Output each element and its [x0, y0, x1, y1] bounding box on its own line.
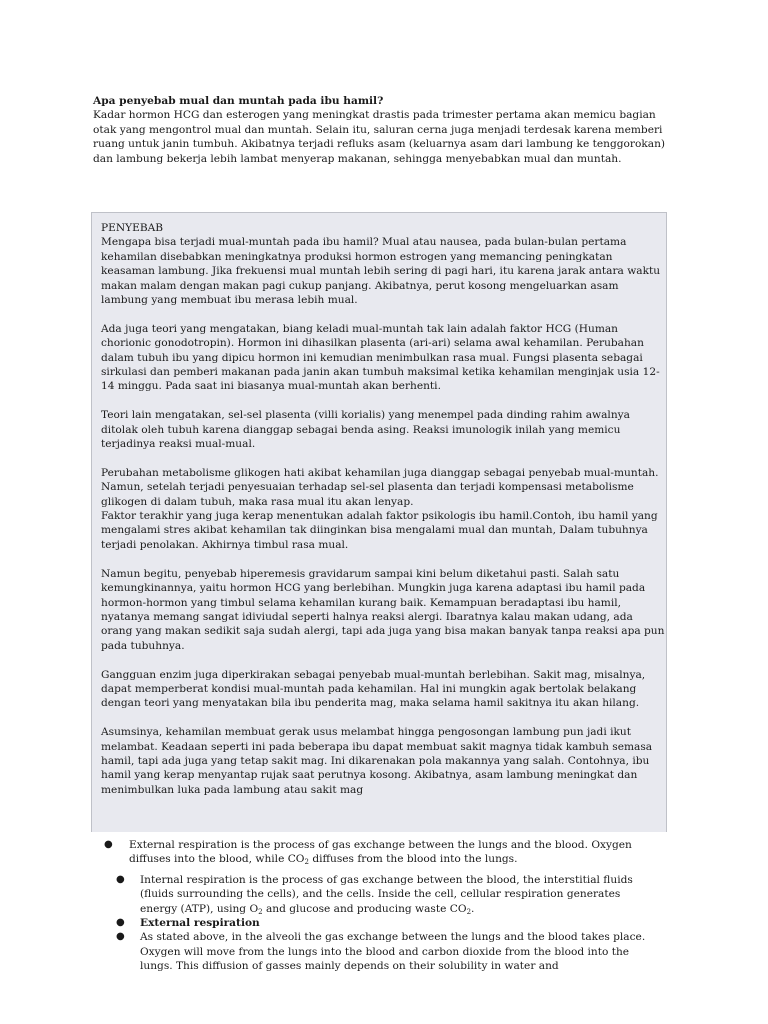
list-item-text: and glucose and producing waste CO: [262, 902, 467, 915]
subscript: 2: [466, 907, 472, 916]
box-paragraph-6: Namun begitu, penyebab hiperemesis gravidarum sampai kini belum diketahui pasti. Salah satu kemungkinannya, yaitu hormon HCG yang berlebihan. Mungkin juga karena adaptasi ibu hamil pada hormon-hormon yang timbul selama kehamilan kurang baik. Kemampuan beradaptasi ibu hamil, nyatanya memang sangat idiviudal seperti halnya reaksi alergi. Ibaratnya kalau makan udang, ada orang yang makan sedikit saja sudah alergi, tapi ada juga yang bisa makan banyak tanpa reaksi apa pun pada tubuhnya.: [101, 567, 665, 652]
subscript: 2: [258, 907, 263, 916]
list-item-external-heading: [100, 916, 660, 930]
list-item-alveoli: [100, 930, 660, 973]
box-paragraph-4: Perubahan metabolisme glikogen hati akibat kehamilan juga dianggap sebagai penyebab mual-muntah. Namun, setelah terjadi penyesuaian terhadap sel-sel plasenta dan terjadi kompensasi metabolisme glikogen di dalam tubuh, maka rasa mual itu akan lenyap.: [101, 466, 659, 508]
intro-question: Apa penyebab mual dan muntah pada ibu hamil?: [93, 95, 384, 107]
bullet-icon: ●: [116, 873, 125, 885]
respiration-list: [100, 838, 660, 974]
intro-section: [93, 94, 678, 166]
box-paragraph-8: Asumsinya, kehamilan membuat gerak usus melambat hingga pengosongan lambung pun jadi ikut melambat. Keadaan seperti ini pada beberapa ibu dapat membuat sakit magnya tidak kambuh semasa hamil, tapi ada juga yang tetap sakit mag. Ini dikarenakan pola makannya yang salah. Contohnya, ibu hamil yang kerap menyantap rujak saat perutnya kosong. Akibatnya, asam lambung meningkat dan menimbulkan luka pada lambung atau sakit mag: [101, 726, 653, 796]
box-paragraph-7: Gangguan enzim juga diperkirakan sebagai penyebab mual-muntah berlebihan. Sakit mag, misalnya, dapat memperberat kondisi mual-muntah pada kehamilan. Hal ini mungkin agak bertolak belakang dengan teori yang menyatakan bila ibu penderita mag, maka selama hamil sakitnya itu akan hilang.: [101, 668, 646, 710]
list-item-external-respiration: [100, 838, 660, 867]
penyebab-box: [91, 212, 667, 832]
list-item-heading: External respiration: [140, 917, 260, 930]
list-item-text: As stated above, in the alveoli the gas exchange between the lungs and the blood takes place. Oxygen will move from the lungs into the blood and carbon dioxide from the blood into the lungs. This diffusion of gasses mainly depends on their solubility in water and: [140, 931, 646, 973]
bullet-icon: ●: [116, 931, 125, 943]
box-heading: PENYEBAB: [101, 222, 164, 234]
intro-answer: Kadar hormon HCG dan esterogen yang meningkat drastis pada trimester pertama akan memicu bagian otak yang mengontrol mual dan muntah. Selain itu, saluran cerna juga menjadi terdesak karena memberi ruang untuk janin tumbuh. Akibatnya terjadi refluks asam (keluarnya asam dari lambung ke tenggorokan) dan lambung bekerja lebih lambat menyerap makanan, sehingga menyebabkan mual dan muntah.: [93, 109, 666, 165]
box-paragraph-3: Teori lain mengatakan, sel-sel plasenta (villi korialis) yang menempel pada dinding rahim awalnya ditolak oleh tubuh karena dianggap sebagai benda asing. Reaksi imunologik inilah yang memicu terjadinya reaksi mual-mual.: [101, 409, 630, 451]
list-item-text: .: [471, 902, 475, 915]
box-paragraph-1: Mengapa bisa terjadi mual-muntah pada ibu hamil? Mual atau nausea, pada bulan-bulan pertama kehamilan disebabkan meningkatnya produksi hormon estrogen yang memancing peningkatan keasaman lambung. Jika frekuensi mual muntah lebih sering di pagi hari, itu karena jarak antara waktu makan malam dengan makan pagi cukup panjang. Akibatnya, perut kosong mengeluarkan asam lambung yang membuat ibu merasa lebih mual.: [101, 236, 661, 307]
box-paragraph-5: Faktor terakhir yang juga kerap menentukan adalah faktor psikologis ibu hamil.Contoh, ibu hamil yang mengalami stres akibat kehamilan tak diinginkan bisa mengalami mual dan muntah, Dalam tubuhnya terjadi penolakan. Akhirnya timbul rasa mual.: [101, 510, 658, 551]
list-item-text: External respiration is the process of gas exchange between the lungs and the blood. Oxygen diffuses into the blood, while CO: [129, 839, 632, 866]
list-item-text: Internal respiration is the process of gas exchange between the blood, the interstitial fluids (fluids surrounding the cells), and the cells. Inside the cell, cellular respiration generates energy (ATP), using O: [140, 873, 633, 915]
list-item-internal-respiration: [100, 873, 660, 916]
bullet-icon: ●: [116, 917, 125, 929]
list-item-text: diffuses from the blood into the lungs.: [308, 853, 518, 866]
bullet-icon: ●: [104, 839, 113, 850]
box-paragraph-2: Ada juga teori yang mengatakan, biang keladi mual-muntah tak lain adalah faktor HCG (Human chorionic gonodotropin). Hormon ini dihasilkan plasenta (ari-ari) selama awal kehamilan. Perubahan dalam tubuh ibu yang dipicu hormon ini kemudian menimbulkan rasa mual. Fungsi plasenta sebagai sirkulasi dan pemberi makanan pada janin akan tumbuh maksimal ketika kehamilan menginjak usia 12-14 minggu. Pada saat ini biasanya mual-muntah akan berhenti.: [101, 322, 660, 393]
subscript: 2: [304, 858, 309, 867]
